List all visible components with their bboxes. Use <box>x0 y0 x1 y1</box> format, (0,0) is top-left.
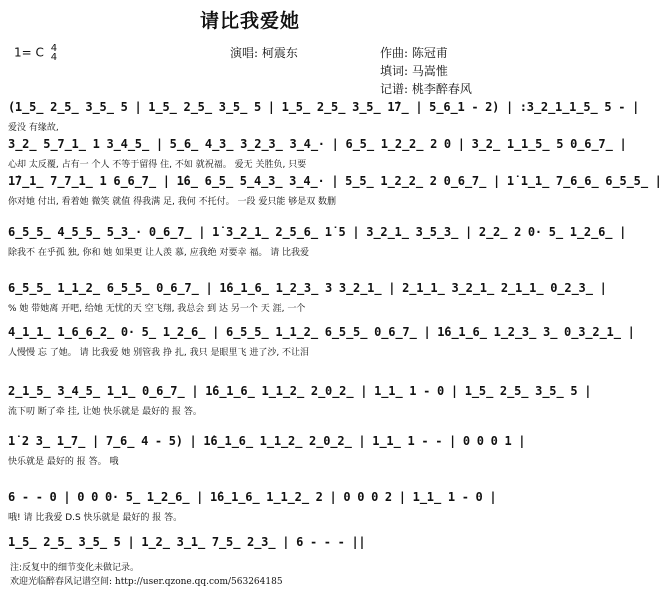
notation-line: (1̲5̲ 2̲5̲ 3̲5̲ 5 | 1̲5̲ 2̲5̲ 3̲5̲ 5 | 1̲5̲ 2̲5̲ 3̲5̲ 1̇7̲ | 5̲6̲1 - 2) | :3̲2̲1̲1̲5̲ 5 - | <box>8 100 640 114</box>
lyric-line: 心却 太反覆, 占有一 个人 不等于留得 住, 不如 就祝福。 爱无 关胜负, 只要 <box>8 160 307 170</box>
composer-credit: 作曲: 陈冠甫 <box>380 46 448 60</box>
footer-site: 欢迎光临醉春风记谱空间: http://user.qzone.qq.com/563264185 <box>10 577 283 587</box>
notation-line: 6̲5̲5̲ 1̲1̲2̲ 6̲5̲5̲ 0̲6̲7̲ | 1̇6̲1̲6̲ 1̲2̲3̲ 3 3̲2̲1̲ | 2̲1̲1̲ 3̲2̲1̲ 2̲1̲1̲ 0̲2̲3̲ | <box>8 281 607 295</box>
time-signature <box>51 44 57 62</box>
footer-note: 注:反复中的细节变化未做记录。 <box>10 563 140 573</box>
score-line <box>8 225 627 261</box>
time-bottom: 4 <box>50 52 58 63</box>
score-line <box>8 384 592 420</box>
score-line <box>8 174 662 210</box>
editor-credit: 记谱: 桃李醉春风 <box>380 82 472 96</box>
notation-line: 6 - - 0 | 0 0 0· 5̲ 1̲2̲6̲ | 1̇6̲1̲6̲ 1̲1̲2̲ 2 | 0 0 0 2 | 1̲1̲ 1 - 0 | <box>8 490 497 504</box>
notation-line: 3̲2̲ 5̲7̲1̲ 1 3̲4̲5̲ | 5̲6̲ 4̲3̲ 3̲2̲3̲ 3̲4̲· | 6̲5̲ 1̲2̲2̲ 2 0 | 3̲2̲ 1̲1̲5̲ 5 0̲6̲7̲ | <box>8 137 627 151</box>
lyric-line: 哦! 请 比我爱 D.S 快乐就是 最好的 报 答。 <box>8 513 183 523</box>
lyric-line: 你对她 付出, 看着她 微笑 就值 得我满 足, 我何 不托付。 一段 爱只能 够是双 数删 <box>8 197 337 207</box>
lyric-line: % 她 带她离 开吧, 给她 无忧的天 空飞翔, 我总会 到 达 另一个 天 涯, 一个 <box>8 304 306 314</box>
lyric-line: 除我不 在乎孤 独, 你和 她 如果更 让人羡 慕, 应我绝 对要幸 福。 请 比我爱 <box>8 248 310 258</box>
song-title: 请比我爱她 <box>199 10 300 32</box>
notation-line: 1̇7̲1̲ 7̲7̲1̲ 1 6̲6̲7̲ | 1̇6̲ 6̲5̲ 5̲4̲3̲ 3̲4̲· | 5̲5̲ 1̲2̲2̲ 2 0̲6̲7̲ | 1̇ 1̲1̲ 7̲6̲6̲ 6̲5̲5̲ | <box>8 174 662 188</box>
score-line <box>8 100 640 136</box>
notation-line: 6̲5̲5̲ 4̲5̲5̲ 5̲3̲· 0̲6̲7̲ | 1̇ 3̲2̲1̲ 2̲5̲6̲ 1̇ 5 | 3̲2̲1̲ 3̲5̲3̲ | 2̲2̲ 2 0· 5̲ 1̲2̲6̲ | <box>8 225 627 239</box>
singer-credit: 演唱: 柯震东 <box>230 46 298 60</box>
score-line <box>8 490 497 526</box>
score-line <box>8 281 607 317</box>
lyric-line: 爱没 有缘故, <box>8 123 59 133</box>
score-line <box>8 137 627 173</box>
lyricist-credit: 填词: 马嵩惟 <box>380 64 448 78</box>
notation-line: 1̲5̲ 2̲5̲ 3̲5̲ 5 | 1̲2̲ 3̲1̲ 7̲5̲ 2̲3̲ | 6 - - - || <box>8 535 366 549</box>
lyric-line: 流下叨 断了牵 挂, 让她 快乐就是 最好的 报 答。 <box>8 407 202 417</box>
time-top: 4 <box>50 43 58 54</box>
notation-line: 1̇ 2 3̲ 1̲7̲ | 7̲6̲ 4 - 5) | 1̇6̲1̲6̲ 1̲1̲2̲ 2̲0̲2̲ | 1̲1̲ 1 - - | 0 0 0 1 | <box>8 434 526 448</box>
key-signature <box>14 44 57 62</box>
notation-line: 4̲1̲1̲ 1̲6̲6̲2̲ 0· 5̲ 1̲2̲6̲ | 6̲5̲5̲ 1̲1̲2̲ 6̲5̲5̲ 0̲6̲7̲ | 1̇6̲1̲6̲ 1̲2̲3̲ 3̲ 0̲3̲2̲1̲ | <box>8 325 635 339</box>
score-line <box>8 434 526 470</box>
score-line <box>8 325 635 361</box>
lyric-line: 快乐就是 最好的 报 答。 哦 <box>8 457 119 467</box>
lyric-line: 人慢慢 忘 了她。 请 比我爱 她 别管我 挣 扎, 我只 是眼里飞 进了沙, 不让泪 <box>8 348 310 358</box>
key-label: 1= C <box>14 45 44 60</box>
notation-line: 2̲1̲5̲ 3̲4̲5̲ 1̲1̲ 0̲6̲7̲ | 1̇6̲1̲6̲ 1̲1̲2̲ 2̲0̲2̲ | 1̲1̲ 1 - 0 | 1̲5̲ 2̲5̲ 3̲5̲ 5 | <box>8 384 592 398</box>
